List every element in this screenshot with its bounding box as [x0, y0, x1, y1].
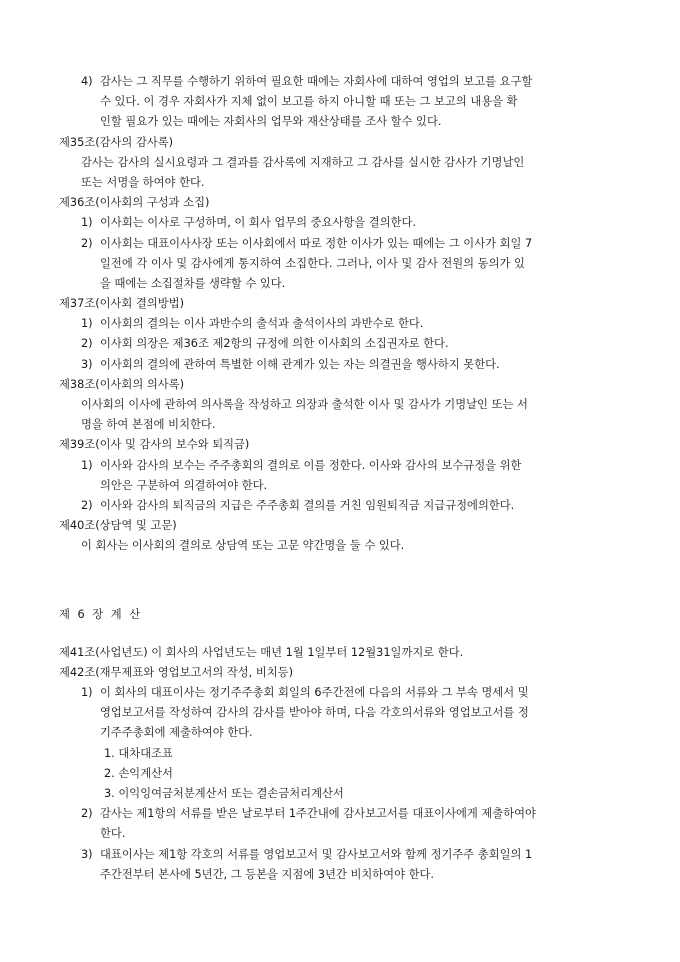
clause-number: 1)	[81, 686, 93, 700]
numbered-clause-line	[0, 456, 680, 476]
clause-number: 3)	[81, 847, 93, 861]
numbered-clause-line	[0, 845, 680, 865]
clause-text: 이 회사의 대표이사는 정기주주총회 회일의 6주간전에 다음의 서류와 그 부속 명세서 및	[100, 686, 529, 700]
clause-text: 이사와 감사의 보수는 주주총회의 결의로 이를 정한다. 이사와 감사의 보수규정을 위한	[100, 458, 522, 472]
list-subitem: 1. 대차대조표	[104, 746, 173, 760]
clause-continuation-line: 기주주총회에 제출하여야 한다.	[100, 726, 253, 740]
clause-continuation-line: 인할 필요가 있는 때에는 자회사의 업무와 재산상태를 조사 할수 있다.	[100, 115, 442, 129]
clause-continuation-line: 의안은 구분하여 의결하여야 한다.	[100, 478, 268, 492]
clause-text: 대표이사는 제1항 각호의 서류를 영업보고서 및 감사보고서와 함께 정기주주 총회일의 1	[100, 847, 533, 861]
numbered-clause-line	[0, 234, 680, 254]
clause-text: 감사는 그 직무를 수행하기 위하여 필요한 때에는 자회사에 대하여 영업의 보고를 요구할	[100, 75, 533, 88]
numbered-clause-line	[0, 72, 680, 92]
article-body-line: 이사회의 이사에 관하여 의사록을 작성하고 의장과 출석한 이사 및 감사가 기명날인 또는 서	[81, 398, 528, 411]
clause-continuation-line: 주간전부터 본사에 5년간, 그 등본을 지점에 3년간 비치하여야 한다.	[100, 867, 435, 881]
clause-text: 감사는 제1항의 서류를 받은 날로부터 1주간내에 감사보고서를 대표이사에게 제출하여야	[100, 807, 536, 821]
clause-number: 4)	[81, 75, 93, 88]
article-heading: 제38조(이사회의 의사록)	[59, 377, 184, 391]
article-heading: 제42조(재무제표와 영업보고서의 작성, 비치등)	[59, 665, 293, 679]
clause-text: 이사회 의장은 제36조 제2항의 규정에 의한 이사회의 소집권자로 한다.	[100, 337, 449, 351]
clause-continuation-line: 을 때에는 소집절차를 생략할 수 있다.	[100, 276, 286, 290]
clause-text: 이사와 감사의 퇴직금의 지급은 주주총회 결의를 거친 임원퇴직금 지급규정에의한다.	[100, 498, 515, 512]
article-heading: 제40조(상담역 및 고문)	[59, 519, 177, 533]
clause-number: 1)	[81, 317, 93, 331]
clause-continuation-line: 영업보고서를 작성하여 감사의 감사를 받아야 하며, 다음 각호의서류와 영업보고서를 정	[100, 706, 529, 720]
article-heading: 제35조(감사의 감사록)	[59, 135, 174, 149]
clause-text: 이사회는 대표이사사장 또는 이사회에서 따로 정한 이사가 있는 때에는 그 이사가 회일 7	[100, 236, 533, 250]
article-heading: 제41조(사업년도) 이 회사의 사업년도는 매년 1월 1일부터 12월31일까지로 한다.	[59, 645, 464, 659]
clause-text: 이사회의 결의에 관하여 특별한 이해 관계가 있는 자는 의결권을 행사하지 못한다.	[100, 357, 500, 371]
section-spacer	[0, 625, 680, 643]
chapter-heading: 제 6 장 계 산	[59, 607, 143, 621]
clause-continuation-line: 일전에 각 이사 및 감사에게 통지하여 소집한다. 그러나, 이사 및 감사 전원의 동의가 있	[100, 256, 525, 270]
clause-number: 3)	[81, 357, 93, 371]
clause-continuation-line: 수 있다. 이 경우 자회사가 지체 없이 보고를 하지 아니할 때 또는 그 보고의 내용을 확	[100, 95, 518, 109]
numbered-clause-line	[0, 496, 680, 516]
section-spacer	[0, 557, 680, 605]
numbered-clause-line	[0, 213, 680, 233]
clause-number: 2)	[81, 807, 93, 821]
article-heading: 제39조(이사 및 감사의 보수와 퇴직금)	[59, 438, 250, 452]
clause-number: 2)	[81, 337, 93, 351]
numbered-clause-line	[0, 683, 680, 703]
numbered-clause-line	[0, 355, 680, 375]
numbered-clause-line	[0, 314, 680, 334]
clause-number: 1)	[81, 458, 93, 472]
clause-text: 이사회는 이사로 구성하며, 이 회사 업무의 중요사항을 결의한다.	[100, 216, 417, 230]
clause-text: 이사회의 결의는 이사 과반수의 출석과 출석이사의 과반수로 한다.	[100, 317, 424, 331]
list-subitem: 2. 손익계산서	[104, 766, 173, 780]
list-subitem: 3. 이익잉여금처분계산서 또는 결손금처리계산서	[104, 787, 344, 800]
numbered-clause-line	[0, 334, 680, 354]
article-heading: 제37조(이사회 결의방법)	[59, 297, 184, 311]
clause-continuation-line: 한다.	[100, 827, 126, 841]
document-body	[0, 72, 680, 885]
article-heading: 제36조(이사회의 구성과 소집)	[59, 196, 210, 210]
numbered-clause-line	[0, 804, 680, 824]
clause-number: 1)	[81, 216, 93, 230]
article-body-line: 명을 하여 본점에 비치한다.	[81, 418, 216, 432]
article-body-line: 감사는 감사의 실시요령과 그 결과를 감사록에 지재하고 그 감사를 실시한 감사가 기명날인	[81, 155, 525, 169]
article-body-line: 이 회사는 이사회의 결의로 상담역 또는 고문 약간명을 둘 수 있다.	[81, 539, 405, 553]
clause-number: 2)	[81, 498, 93, 512]
clause-number: 2)	[81, 236, 93, 250]
article-body-line: 또는 서명을 하여야 한다.	[81, 175, 205, 189]
